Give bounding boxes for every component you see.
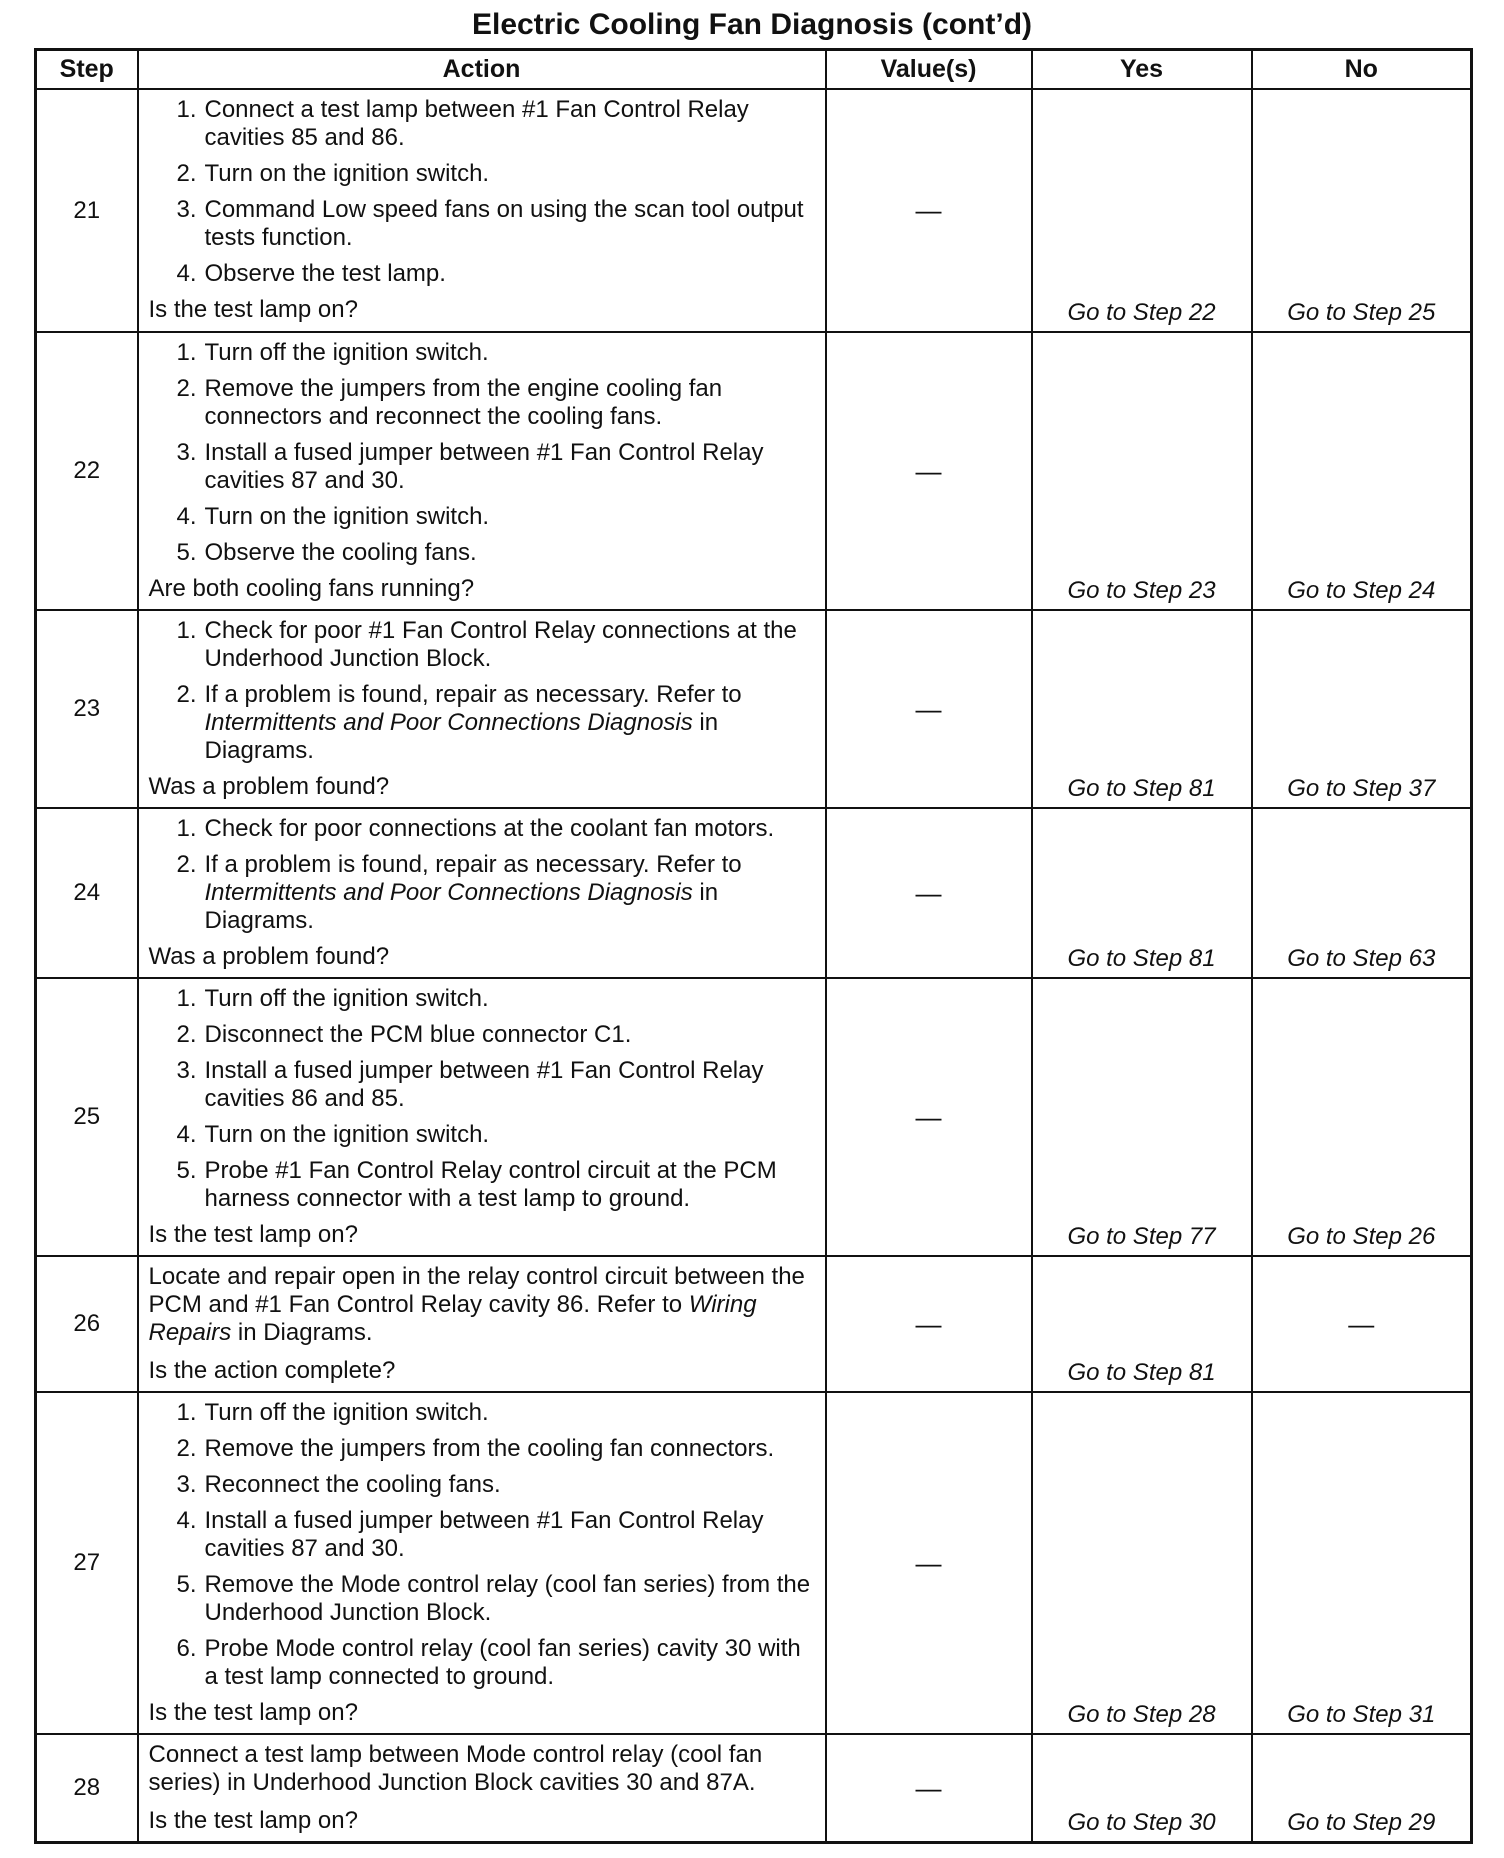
value-cell: — bbox=[826, 89, 1032, 332]
no-cell: Go to Step 29 bbox=[1252, 1734, 1472, 1843]
step-number: 26 bbox=[36, 1256, 138, 1392]
yes-cell: Go to Step 22 bbox=[1032, 89, 1252, 332]
action-item: 4. Turn on the ignition switch. bbox=[176, 503, 490, 530]
action-item: 1. Connect a test lamp between #1 Fan Control Relay cavities 85 and 86. bbox=[176, 96, 749, 151]
action-item: 3. Install a fused jumper between #1 Fan Control Relay cavities 87 and 30. bbox=[176, 439, 764, 494]
yes-cell: Go to Step 30 bbox=[1032, 1734, 1252, 1843]
value-cell: — bbox=[826, 610, 1032, 808]
action-item: 3. Reconnect the cooling fans. bbox=[176, 1471, 501, 1498]
no-cell: Go to Step 24 bbox=[1252, 332, 1472, 610]
action-question: Is the action complete? bbox=[148, 1357, 396, 1384]
action-item: 1. Check for poor connections at the coolant fan motors. bbox=[176, 815, 775, 842]
no-cell: — bbox=[1252, 1256, 1472, 1392]
action-cell bbox=[138, 808, 826, 978]
action-cell bbox=[138, 1392, 826, 1734]
value-cell: — bbox=[826, 1256, 1032, 1392]
action-question: Are both cooling fans running? bbox=[148, 575, 475, 602]
action-item: 1. Turn off the ignition switch. bbox=[176, 985, 489, 1012]
action-item: 1. Turn off the ignition switch. bbox=[176, 1399, 489, 1426]
table-row bbox=[36, 808, 1472, 978]
no-cell: Go to Step 37 bbox=[1252, 610, 1472, 808]
action-item: 5. Probe #1 Fan Control Relay control circuit at the PCM harness connector with a test lamp to ground. bbox=[176, 1157, 777, 1212]
header-values: Value(s) bbox=[826, 50, 1032, 90]
yes-cell: Go to Step 81 bbox=[1032, 610, 1252, 808]
header-action: Action bbox=[138, 50, 826, 90]
step-number: 28 bbox=[36, 1734, 138, 1843]
value-cell: — bbox=[826, 332, 1032, 610]
no-cell: Go to Step 31 bbox=[1252, 1392, 1472, 1734]
table-row bbox=[36, 610, 1472, 808]
action-item: 3. Install a fused jumper between #1 Fan Control Relay cavities 86 and 85. bbox=[176, 1057, 764, 1112]
action-paragraph: Connect a test lamp between Mode control relay (cool fan series) in Underhood Junction Block cavities 30 and 87A. bbox=[148, 1741, 763, 1796]
action-question: Is the test lamp on? bbox=[148, 296, 358, 323]
action-item: 3. Command Low speed fans on using the scan tool output tests function. bbox=[176, 196, 804, 251]
step-number: 25 bbox=[36, 978, 138, 1256]
action-item: 6. Probe Mode control relay (cool fan series) cavity 30 with a test lamp connected to ground. bbox=[176, 1635, 801, 1690]
diagnosis-table bbox=[34, 48, 1473, 1844]
action-cell bbox=[138, 89, 826, 332]
yes-cell: Go to Step 23 bbox=[1032, 332, 1252, 610]
yes-cell: Go to Step 77 bbox=[1032, 978, 1252, 1256]
step-number: 21 bbox=[36, 89, 138, 332]
action-cell bbox=[138, 610, 826, 808]
action-question: Was a problem found? bbox=[148, 773, 390, 800]
no-cell: Go to Step 26 bbox=[1252, 978, 1472, 1256]
action-paragraph: Locate and repair open in the relay control circuit between the PCM and #1 Fan Control Relay cavity 86. Refer to Wiring Repairs in Diagrams. bbox=[148, 1263, 805, 1346]
action-cell bbox=[138, 332, 826, 610]
table-row bbox=[36, 978, 1472, 1256]
value-cell: — bbox=[826, 1734, 1032, 1843]
action-cell bbox=[138, 978, 826, 1256]
value-cell: — bbox=[826, 808, 1032, 978]
action-item: 2. Remove the jumpers from the engine cooling fan connectors and reconnect the cooling fans. bbox=[176, 375, 723, 430]
action-item: 2. Remove the jumpers from the cooling fan connectors. bbox=[176, 1435, 775, 1462]
no-cell: Go to Step 63 bbox=[1252, 808, 1472, 978]
action-item: 2. If a problem is found, repair as necessary. Refer to Intermittents and Poor Connections Diagnosis in Diagrams. bbox=[176, 851, 742, 934]
header-row bbox=[36, 50, 1472, 90]
table-row bbox=[36, 1256, 1472, 1392]
step-number: 24 bbox=[36, 808, 138, 978]
action-item: 2. If a problem is found, repair as necessary. Refer to Intermittents and Poor Connections Diagnosis in Diagrams. bbox=[176, 681, 742, 764]
action-question: Is the test lamp on? bbox=[148, 1221, 358, 1248]
action-cell bbox=[138, 1734, 826, 1843]
action-question: Is the test lamp on? bbox=[148, 1699, 358, 1726]
action-question: Is the test lamp on? bbox=[148, 1807, 358, 1834]
action-cell bbox=[138, 1256, 826, 1392]
yes-cell: Go to Step 28 bbox=[1032, 1392, 1252, 1734]
no-cell: Go to Step 25 bbox=[1252, 89, 1472, 332]
header-no: No bbox=[1252, 50, 1472, 90]
action-item: 1. Check for poor #1 Fan Control Relay connections at the Underhood Junction Block. bbox=[176, 617, 797, 672]
value-cell: — bbox=[826, 978, 1032, 1256]
step-number: 27 bbox=[36, 1392, 138, 1734]
action-item: 2. Disconnect the PCM blue connector C1. bbox=[176, 1021, 632, 1048]
action-item: 5. Remove the Mode control relay (cool fan series) from the Underhood Junction Block. bbox=[176, 1571, 811, 1626]
action-item: 1. Turn off the ignition switch. bbox=[176, 339, 489, 366]
action-item: 2. Turn on the ignition switch. bbox=[176, 160, 490, 187]
page-title: Electric Cooling Fan Diagnosis (cont’d) bbox=[471, 8, 1033, 41]
action-item: 4. Turn on the ignition switch. bbox=[176, 1121, 490, 1148]
yes-cell: Go to Step 81 bbox=[1032, 1256, 1252, 1392]
action-item: 5. Observe the cooling fans. bbox=[176, 539, 477, 566]
value-cell: — bbox=[826, 1392, 1032, 1734]
table-row bbox=[36, 1392, 1472, 1734]
step-number: 23 bbox=[36, 610, 138, 808]
action-question: Was a problem found? bbox=[148, 943, 390, 970]
table-row bbox=[36, 332, 1472, 610]
header-yes: Yes bbox=[1032, 50, 1252, 90]
action-item: 4. Observe the test lamp. bbox=[176, 260, 446, 287]
table-row bbox=[36, 1734, 1472, 1843]
yes-cell: Go to Step 81 bbox=[1032, 808, 1252, 978]
header-step: Step bbox=[36, 50, 138, 90]
step-number: 22 bbox=[36, 332, 138, 610]
table-row bbox=[36, 89, 1472, 332]
action-item: 4. Install a fused jumper between #1 Fan Control Relay cavities 87 and 30. bbox=[176, 1507, 764, 1562]
